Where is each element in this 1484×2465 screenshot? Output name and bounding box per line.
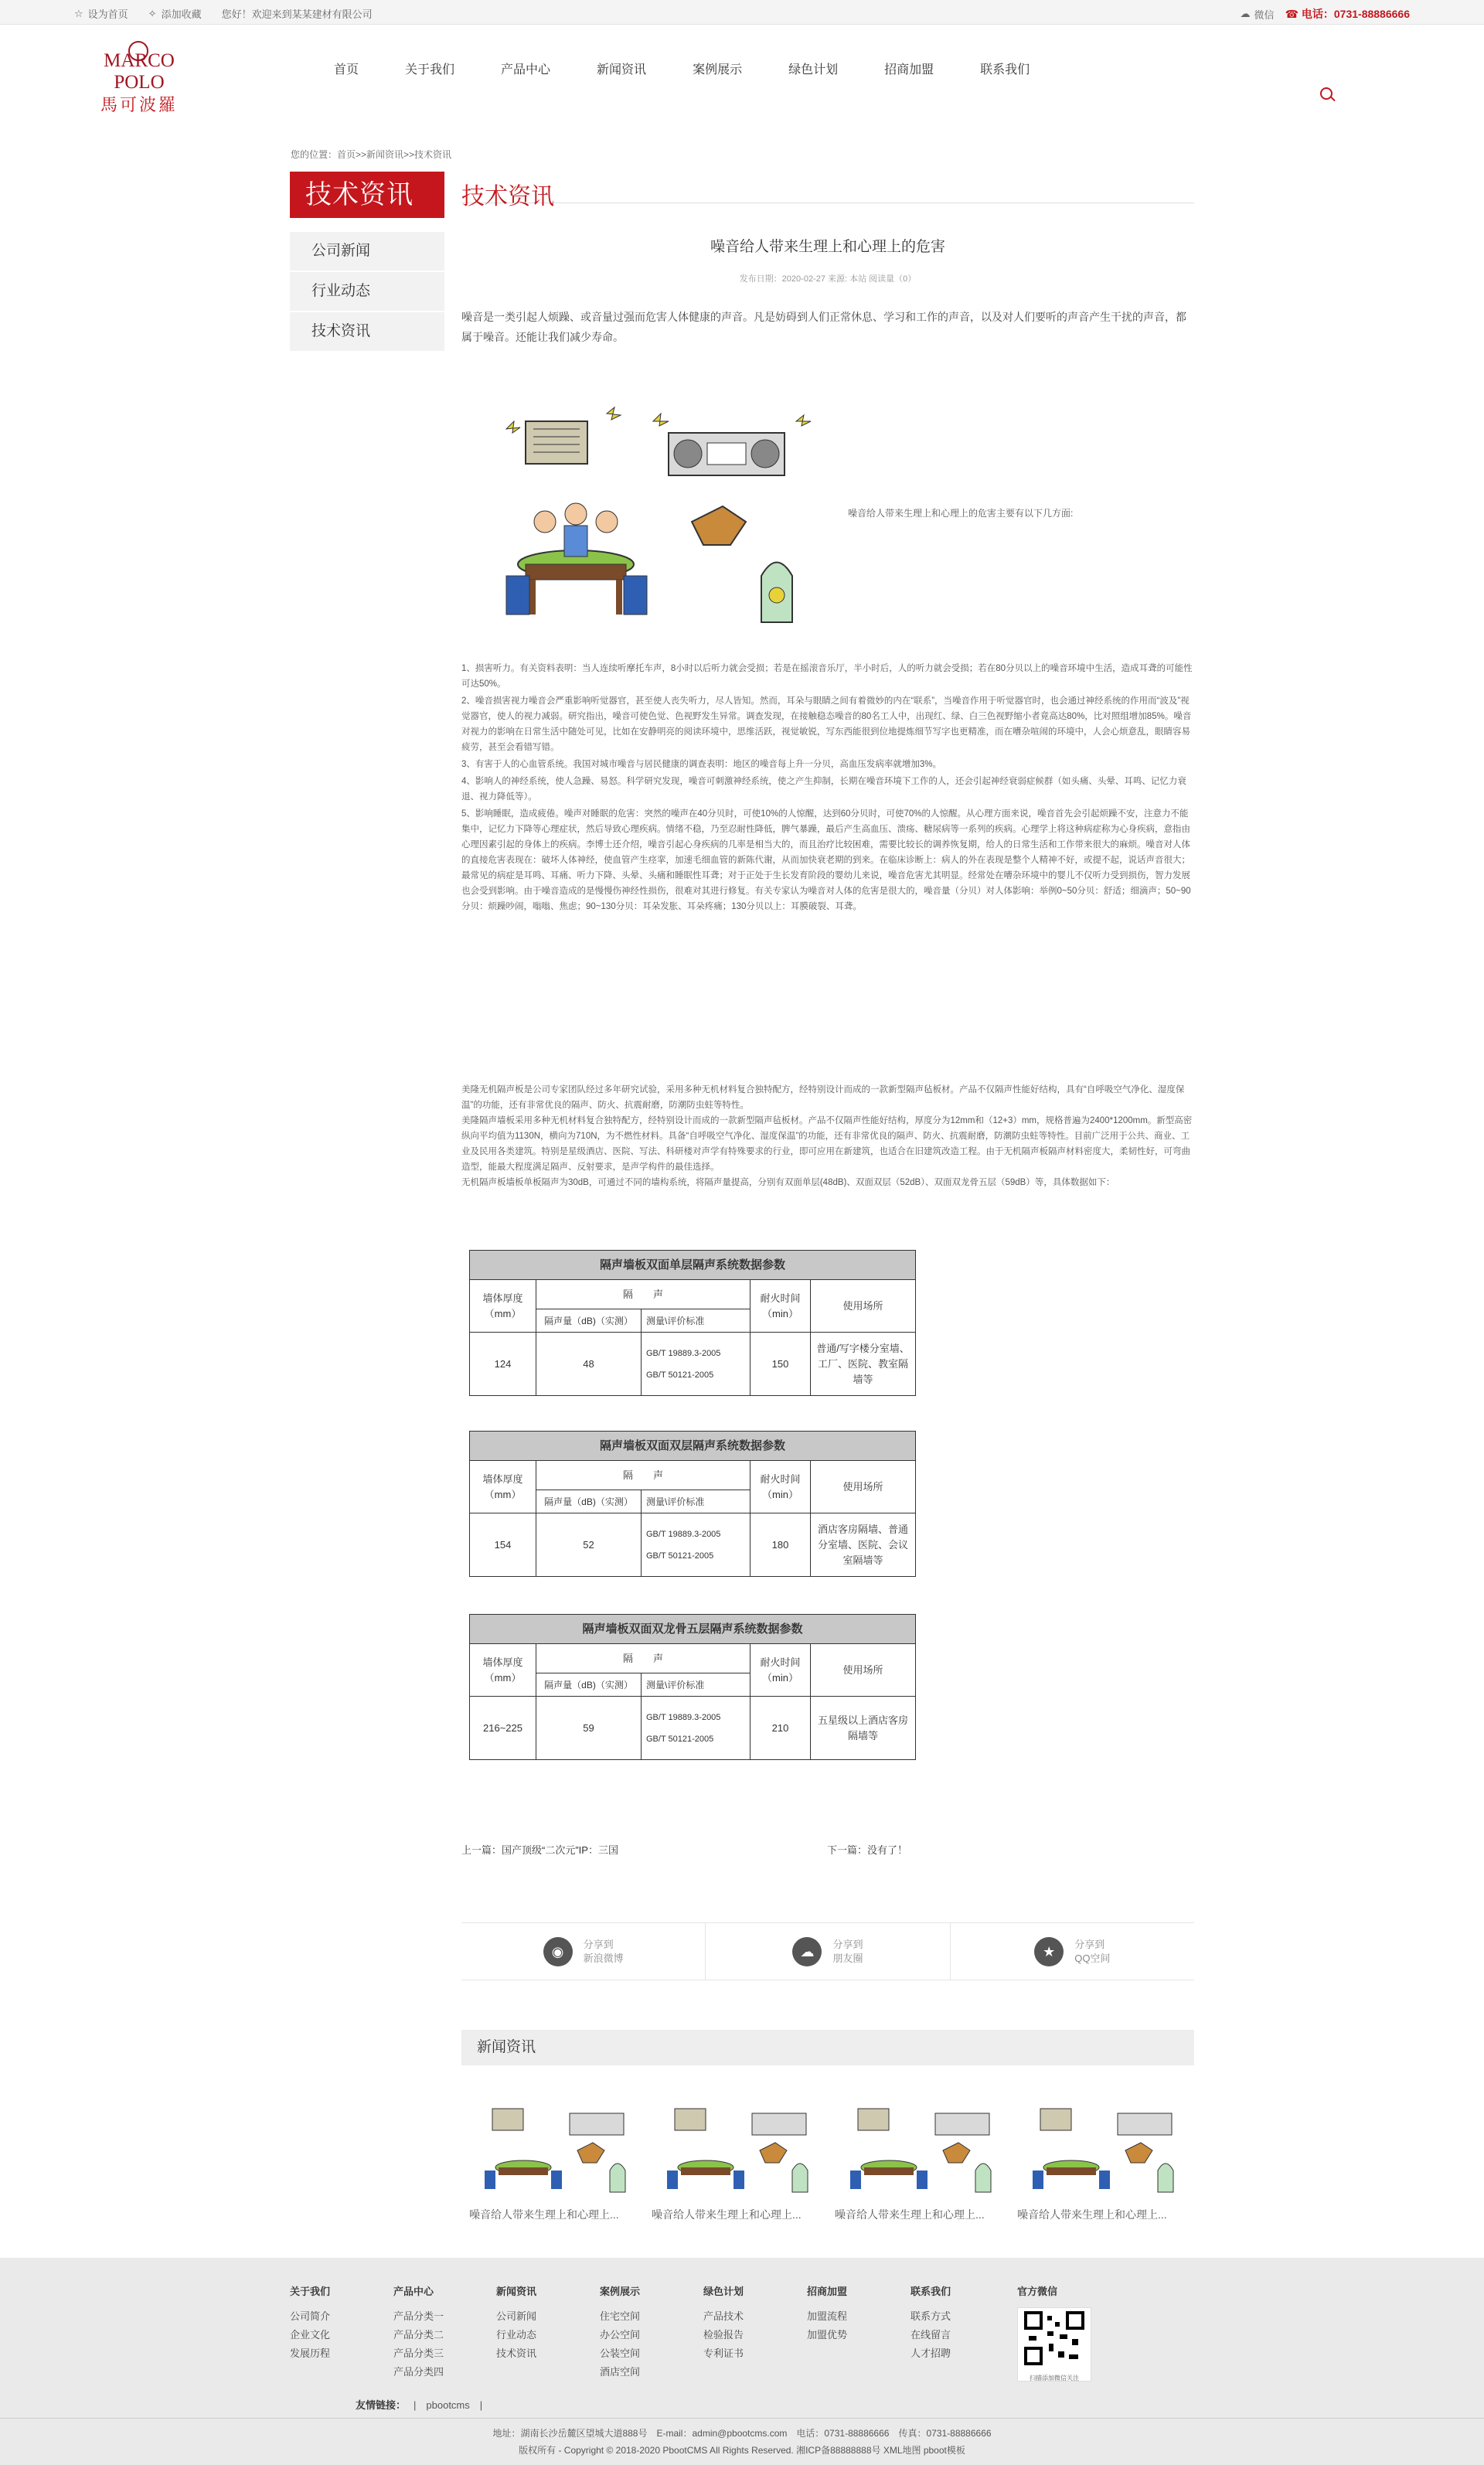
wechat-icon: ☁ — [792, 1937, 822, 1966]
friend-link[interactable]: | pbootcms | — [414, 2399, 483, 2411]
nav-home[interactable]: 首页 — [334, 63, 359, 77]
header-thickness: 墙体厚度 （mm） — [470, 1280, 536, 1333]
cell-use: 普通/写字楼分室墙、工厂、医院、教室隔墙等 — [811, 1333, 916, 1396]
qr-caption: 扫描添加微信关注 — [1030, 2375, 1079, 2382]
article-intro: 噪音是一类引起人烦躁、或音量过强而危害人体健康的声音。凡是妨碍到人们正常休息、学习和工作的声音，以及对人们要听的声音产生干扰的声音，都属于噪音。还能让我们减少寿命。 — [461, 311, 1186, 343]
header-sound: 隔 声 — [536, 1461, 751, 1490]
friend-links: 友情链接： | pbootcms | — [356, 2399, 483, 2411]
data-table-2 — [469, 1431, 916, 1577]
header-sound: 隔 声 — [536, 1644, 751, 1673]
cell-db: 59 — [536, 1697, 642, 1760]
illustration-caption: 噪音给人带来生理上和心理上的危害主要有以下几方面: — [848, 508, 1074, 519]
footer-link[interactable]: 加盟流程 — [807, 2310, 848, 2322]
header-thickness: 墙体厚度 （mm） — [470, 1461, 536, 1513]
footer-link[interactable]: 产品分类一 — [393, 2310, 444, 2322]
header-db: 隔声量（dB)（实测） — [536, 1309, 642, 1333]
footer-link[interactable]: 技术资讯 — [496, 2348, 537, 2359]
cell-std: GB/T 19889.3-2005 GB/T 50121-2005 — [642, 1333, 751, 1396]
star-icon: ☆ — [74, 7, 83, 19]
footer-link[interactable]: 检验报告 — [703, 2329, 744, 2341]
cell-thickness: 154 — [470, 1513, 536, 1577]
footer-link[interactable]: 发展历程 — [290, 2348, 331, 2359]
paragraph: 美隆隔声墙板采用多种无机材料复合独特配方，经特别设计而成的一款新型隔声毡板材。产品不仅隔声性能好结构，厚度分为12mm和（12+3）mm，规格普遍为2400*1200mm。新型高密纵向平均值为1130N，横向为710N，为不燃性材料。具备“自呼吸空气净化、湿度保温”的功能，还有非常优良的隔声、防火、抗震耐磨，防潮防虫蛀等特性。目前广泛用于公共、商业、工业及民用各类建筑。特别是星级酒店、医院、写法、科研楼对声学有特殊要求的行业，即可应用在新建筑，也适合在旧建筑改造工程。由于无机隔声板隔声材料密度大，柔韧性好，可弯曲造型，能最大程度满足隔声、反射要求，是声学构件的最佳选择。 — [461, 1116, 1193, 1172]
section-header — [461, 179, 1194, 209]
noise-illustration — [491, 398, 815, 635]
top-bar — [0, 0, 1484, 25]
table-caption: 隔声墙板双面双层隔声系统数据参数 — [470, 1432, 916, 1461]
data-table-1 — [469, 1250, 916, 1396]
header-std: 测量\评价标准 — [642, 1490, 751, 1513]
footer-link[interactable]: 住宅空间 — [600, 2310, 641, 2322]
sidebar-item-industry[interactable]: 行业动态 — [290, 272, 444, 311]
footer-link[interactable]: 公装空间 — [600, 2348, 641, 2359]
welcome-text: 您好！欢迎来到某某建材有限公司 — [221, 9, 373, 20]
weibo-icon: ◉ — [543, 1937, 573, 1966]
footer-col-news: 新闻资讯 公司新闻 行业动态 技术资讯 — [496, 2283, 536, 2363]
wechat-qr-code — [1017, 2307, 1091, 2382]
header-thickness: 墙体厚度 （mm） — [470, 1644, 536, 1697]
cell-use: 五星级以上酒店客房隔墙等 — [811, 1697, 916, 1760]
cell-thickness: 124 — [470, 1333, 536, 1396]
footer-link[interactable]: 企业文化 — [290, 2329, 331, 2341]
related-thumbnail — [659, 2099, 814, 2197]
table-caption: 隔声墙板双面单层隔声系统数据参数 — [470, 1251, 916, 1280]
footer-col-cases: 案例展示 住宅空间 办公空间 公装空间 酒店空间 — [600, 2283, 640, 2382]
list-item: 4、影响人的神经系统，使人急躁、易怒。科学研究发现，噪音可刺激神经系统，使之产生抑制，长期在噪音环境下工作的人，还会引起神经衰弱症候群（如头痛、头晕、耳鸣、记忆力衰退、视力降低等）。 — [461, 777, 1186, 802]
related-item[interactable] — [1017, 2099, 1187, 2222]
share-bar — [461, 1922, 1194, 1980]
footer-link[interactable]: 行业动态 — [496, 2329, 537, 2341]
footer-link[interactable]: 酒店空间 — [600, 2366, 641, 2378]
footer-link[interactable]: 在线留言 — [910, 2329, 951, 2341]
footer-link[interactable]: 公司新闻 — [496, 2310, 537, 2322]
header-fire: 耐火时间 （min） — [751, 1461, 811, 1513]
cell-db: 52 — [536, 1513, 642, 1577]
footer-link[interactable]: 办公空间 — [600, 2329, 641, 2341]
nav-cases[interactable]: 案例展示 — [693, 63, 743, 77]
footer-copyright: 版权所有 - Copyright © 2018-2020 PbootCMS All Rights Reserved. 湘ICP备88888888号 XML地图 pboot模板 — [519, 2445, 965, 2456]
product-description — [461, 1082, 1194, 1190]
footer-col-green: 绿色计划 产品技术 检验报告 专利证书 — [703, 2283, 744, 2363]
phone-icon: ☎ — [1285, 8, 1302, 20]
header-std: 测量\评价标准 — [642, 1309, 751, 1333]
nav-about[interactable]: 关于我们 — [405, 63, 455, 77]
footer-link[interactable]: 产品分类二 — [393, 2329, 444, 2341]
footer-link[interactable]: 公司简介 — [290, 2310, 331, 2322]
header-fire: 耐火时间 （min） — [751, 1280, 811, 1333]
cell-thickness: 216~225 — [470, 1697, 536, 1760]
data-table-3 — [469, 1614, 916, 1760]
list-item: 2、噪音损害视力噪音会严重影响听觉器官，甚至使人丧失听力，尽人皆知。然而，耳朵与眼睛之间有着微妙的内在“联系”，当噪音作用于听觉器官时，也会通过神经系统的作用而“波及”视觉器官，使人的视力减弱。研究指出，噪音可使色觉、色视野发生异常。调查发现，在接触稳态噪音的80名工人中，出现红、绿、白三色视野缩小者竟高达80%，比对照组增加85%。噪音对视力的影响在日常生活中随处可见，比如在安静明亮的阅读环境中，思维活跃，视觉敏锐，写东西能很到位地提炼细节写字也更精准，而在嘈杂喧闹的环境中，人会心烦意乱，眼睛容易疲劳，甚至会看错写错。 — [461, 696, 1192, 752]
header — [0, 26, 1484, 115]
logo[interactable]: MARCO POLO 馬可波羅 — [77, 41, 201, 95]
footer-col-about: 关于我们 公司简介 企业文化 发展历程 — [290, 2283, 330, 2363]
header-use: 使用场所 — [811, 1461, 916, 1513]
header-use: 使用场所 — [811, 1644, 916, 1697]
table-caption: 隔声墙板双面双龙骨五层隔声系统数据参数 — [470, 1615, 916, 1644]
prev-next-nav — [461, 1842, 1194, 1857]
cell-std: GB/T 19889.3-2005 GB/T 50121-2005 — [642, 1513, 751, 1577]
phone-number: ☎ 电话：0731-88886666 — [1285, 8, 1410, 20]
footer-col-join: 招商加盟 加盟流程 加盟优势 — [807, 2283, 847, 2344]
sidebar-item-company-news[interactable]: 公司新闻 — [290, 232, 444, 271]
footer-link[interactable]: 加盟优势 — [807, 2329, 848, 2341]
footer-link[interactable]: 人才招聘 — [910, 2348, 951, 2359]
sidebar-title: 技术资讯 — [290, 172, 444, 218]
related-thumbnail — [1025, 2099, 1179, 2197]
nav-green[interactable]: 绿色计划 — [788, 63, 839, 77]
footer-address: 地址：湖南长沙岳麓区望城大道888号 E-mail：admin@pbootcms.com 电话：0731-88886666 传真：0731-88886666 — [492, 2428, 992, 2439]
footer-col-products: 产品中心 产品分类一 产品分类二 产品分类三 产品分类四 — [393, 2283, 444, 2382]
related-caption: 噪音给人带来生理上和心理上... — [835, 2208, 985, 2221]
cell-db: 48 — [536, 1333, 642, 1396]
sidebar — [290, 172, 444, 351]
paragraph: 无机隔声板墙板单板隔声为30dB，可通过不同的墙构系统，将隔声量提高，分别有双面单层(48dB)、双面双层（52dB）、双面双龙骨五层（59dB）等，具体数据如下： — [461, 1178, 1115, 1187]
share-wechat-button[interactable]: ☁ 分享到 朋友圈 — [706, 1923, 950, 1980]
paragraph: 美隆无机隔声板是公司专家团队经过多年研究试验，采用多种无机材料复合独特配方，经特别设计而成的一款新型隔声毡板材。产品不仅隔声性能好结构，具有“自呼吸空气净化、湿度保温”的功能，还有非常优良的隔声、防火、抗震耐磨，防潮防虫蛀等特性。 — [461, 1085, 1185, 1110]
list-item: 1、损害听力。有关资料表明：当人连续听摩托车声，8小时以后听力就会受损；若是在摇滚音乐厅，半小时后，人的听力就会受损；若在80分贝以上的噪音环境中生活，造成耳聋的可能性可达50%。 — [461, 664, 1193, 689]
set-home-link[interactable]: ☆ 设为首页 — [74, 7, 128, 20]
next-article-link[interactable]: 下一篇：没有了！ — [827, 1844, 908, 1856]
footer-link[interactable]: 联系方式 — [910, 2310, 951, 2322]
wechat-icon: ☁ — [1240, 8, 1251, 19]
search-icon[interactable] — [1320, 87, 1333, 100]
related-thumbnail — [477, 2099, 631, 2197]
bookmark-icon: ✧ — [148, 7, 157, 19]
footer-bottom — [0, 2418, 1484, 2459]
share-qzone-button[interactable]: ★ 分享到 QQ空间 — [951, 1923, 1194, 1980]
footer-col-contact: 联系我们 联系方式 在线留言 人才招聘 — [910, 2283, 951, 2363]
nav-news[interactable]: 新闻资讯 — [597, 63, 647, 77]
header-db: 隔声量（dB)（实测） — [536, 1490, 642, 1513]
article-title: 噪音给人带来生理上和心理上的危害 — [710, 239, 945, 255]
header-fire: 耐火时间 （min） — [751, 1644, 811, 1697]
cell-fire: 180 — [751, 1513, 811, 1577]
cell-use: 酒店客房隔墙、普通分室墙、医院、会议室隔墙等 — [811, 1513, 916, 1577]
prev-article-link[interactable]: 上一篇：国产顶级“二次元”IP：三国 — [461, 1844, 618, 1856]
breadcrumb: 您的位置：首页>>新闻资讯>>技术资讯 — [291, 149, 452, 160]
share-weibo-button[interactable]: ◉ 分享到 新浪微博 — [461, 1923, 706, 1980]
footer — [0, 2258, 1484, 2465]
related-item[interactable] — [469, 2099, 639, 2222]
list-item: 3、有害于人的心血管系统。我国对城市噪音与居民健康的调查表明：地区的噪音每上升一分贝，高血压发病率就增加3%。 — [461, 760, 942, 769]
footer-col-wechat: 官方微信 — [1017, 2286, 1058, 2297]
wechat-link[interactable]: ☁ 微信 — [1240, 8, 1275, 21]
related-news-header: 新闻资讯 — [461, 2030, 1194, 2065]
globe-icon — [128, 41, 148, 61]
cell-fire: 210 — [751, 1697, 811, 1760]
add-favorite-link[interactable]: ✧ 添加收藏 — [148, 7, 202, 20]
nav-products[interactable]: 产品中心 — [501, 63, 551, 77]
footer-link[interactable]: 专利证书 — [703, 2348, 744, 2359]
related-caption: 噪音给人带来生理上和心理上... — [1017, 2208, 1167, 2221]
sidebar-item-tech[interactable]: 技术资讯 — [290, 312, 444, 351]
section-title: 技术资讯 — [461, 184, 554, 209]
article-list — [461, 661, 1194, 916]
qzone-icon: ★ — [1034, 1937, 1064, 1966]
nav-join[interactable]: 招商加盟 — [884, 63, 934, 77]
list-item: 5、影响睡眠，造成疲倦。噪声对睡眠的危害：突然的噪声在40分贝时，可使10%的人惊醒，达到60分贝时，可使70%的人惊醒。从心理方面来说，噪音首先会引起烦躁不安，注意力不能集中，记忆力下降等心理症状，然后导致心理疾病。情绪不稳，乃至忍耐性降低，脾气暴躁，最后产生高血压、溃疡、糖尿病等一系列的疾病。心理学上将这种病症称为心身疾病，意指由心理因素引起的身体上的疾病。李博士还介绍，噪音引起心身疾病的几率是相当大的，而且治疗比较困难，需要比较长的调养恢复期，给人的日常生活和工作带来很大的麻烦。噪音对人体的直接危害表现在：破坏人体神经，使血管产生痉挛，加速毛细血管的新陈代谢，从而加快衰老期的到来。在临床诊断上：病人的外在表现是整个人精神不好，或提不起，说话声音很大；最常见的病症是耳鸣、耳痛、听力下降、头晕、头痛和睡眠性耳聋；对于正处于生长发育阶段的婴幼儿来说，噪音危害尤其明显。经常处在嘈杂环境中的婴儿不仅听力受到损伤，智力发展也会受到影响。由于噪音造成的是慢慢伤神经性损伤，很难对其进行修复。有关专家认为噪音对人体的危害是很大的，噪音量（分贝）对人体影响：举例0~50分贝：舒适；细滴声；50~90分贝：烦躁吵闹，嗡嗡、焦虑；90~130分贝：耳朵发胀、耳朵疼痛；130分贝以上：耳膜破裂、耳聋。 — [461, 809, 1191, 911]
cell-std: GB/T 19889.3-2005 GB/T 50121-2005 — [642, 1697, 751, 1760]
related-thumbnail — [842, 2099, 997, 2197]
related-caption: 噪音给人带来生理上和心理上... — [469, 2208, 619, 2221]
related-item[interactable] — [835, 2099, 1005, 2222]
footer-link[interactable]: 产品分类三 — [393, 2348, 444, 2359]
nav-contact[interactable]: 联系我们 — [980, 63, 1030, 77]
related-caption: 噪音给人带来生理上和心理上... — [652, 2208, 802, 2221]
article-meta: 发布日期：2020-02-27 来源: 本站 阅读量（0） — [739, 274, 917, 284]
main-nav — [317, 60, 1059, 77]
header-db: 隔声量（dB)（实测） — [536, 1673, 642, 1697]
header-sound: 隔 声 — [536, 1280, 751, 1309]
header-std: 测量\评价标准 — [642, 1673, 751, 1697]
footer-link[interactable]: 产品技术 — [703, 2310, 744, 2322]
related-item[interactable] — [652, 2099, 822, 2222]
header-use: 使用场所 — [811, 1280, 916, 1333]
footer-link[interactable]: 产品分类四 — [393, 2366, 444, 2378]
cell-fire: 150 — [751, 1333, 811, 1396]
